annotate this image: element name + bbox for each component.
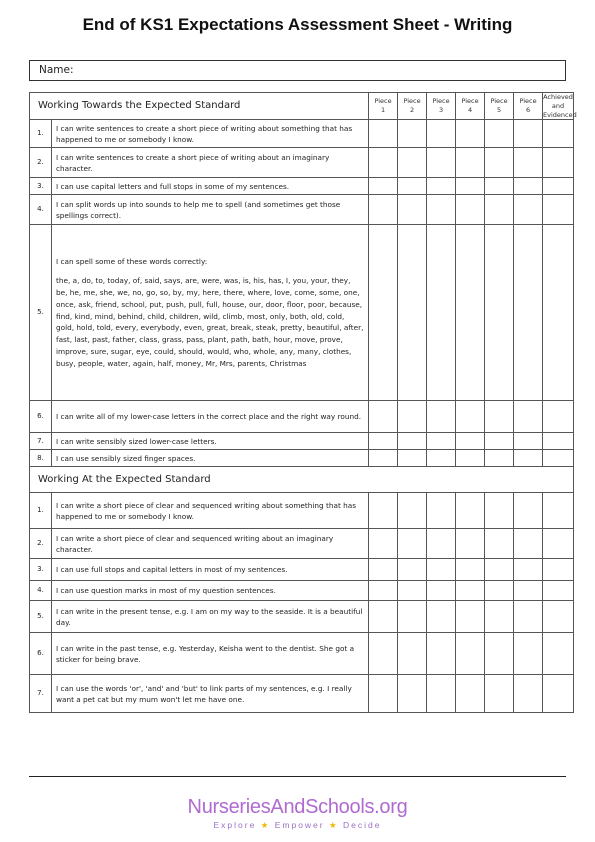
piece-check-cell[interactable] — [398, 148, 427, 178]
piece-check-cell[interactable] — [369, 675, 398, 713]
piece-number: 2 — [409, 106, 415, 115]
piece-check-cell[interactable] — [369, 633, 398, 675]
criterion-text-cell — [52, 581, 369, 601]
achieved-line-1: Achieved and — [543, 93, 573, 110]
criterion-row — [30, 581, 574, 601]
piece-check-cell[interactable] — [456, 601, 485, 633]
criterion-row — [30, 401, 574, 433]
piece-check-cell[interactable] — [485, 493, 514, 529]
assessment-table — [29, 92, 577, 713]
criterion-text-cell — [52, 401, 369, 433]
criterion-text-cell — [52, 178, 369, 195]
achieved-check-cell[interactable] — [543, 195, 574, 225]
piece-check-cell[interactable] — [427, 633, 456, 675]
piece-check-cell[interactable] — [514, 529, 543, 559]
piece-check-cell[interactable] — [456, 120, 485, 148]
criterion-row — [30, 633, 574, 675]
criterion-text: I can use question marks in most of my question sentences. — [56, 586, 276, 596]
piece-check-cell[interactable] — [485, 559, 514, 581]
piece-check-cell[interactable] — [456, 195, 485, 225]
piece-check-cell[interactable] — [514, 601, 543, 633]
piece-check-cell[interactable] — [369, 559, 398, 581]
criterion-text-cell — [52, 493, 369, 529]
criterion-text-cell — [52, 601, 369, 633]
piece-check-cell[interactable] — [398, 225, 427, 401]
piece-check-cell[interactable] — [427, 195, 456, 225]
achieved-check-cell[interactable] — [543, 225, 574, 401]
criterion-row — [30, 450, 574, 467]
piece-check-cell[interactable] — [427, 581, 456, 601]
criterion-text: I can split words up into sounds to help me to spell (and sometimes get those spellings correct). — [56, 199, 341, 220]
name-label: Name: — [39, 64, 74, 76]
piece-check-cell[interactable] — [456, 529, 485, 559]
piece-check-cell[interactable] — [427, 401, 456, 433]
name-field[interactable] — [29, 60, 566, 81]
piece-check-cell[interactable] — [514, 581, 543, 601]
criterion-row — [30, 225, 574, 401]
footer-divider — [29, 776, 566, 777]
piece-check-cell[interactable] — [456, 675, 485, 713]
criterion-row — [30, 148, 574, 178]
piece-check-cell[interactable] — [427, 559, 456, 581]
criterion-row — [30, 178, 574, 195]
piece-check-cell[interactable] — [456, 559, 485, 581]
piece-number: 6 — [525, 106, 531, 115]
criterion-number: 3. — [30, 178, 52, 195]
criterion-text-cell — [52, 450, 369, 467]
criterion-text: I can use sensibly sized finger spaces. — [56, 453, 196, 463]
piece-number: 1 — [380, 106, 386, 115]
piece-check-cell[interactable] — [398, 401, 427, 433]
achieved-check-cell[interactable] — [543, 433, 574, 450]
piece-check-cell[interactable] — [456, 148, 485, 178]
piece-check-cell[interactable] — [369, 433, 398, 450]
piece-check-cell[interactable] — [369, 493, 398, 529]
piece-check-cell[interactable] — [485, 195, 514, 225]
piece-check-cell[interactable] — [427, 450, 456, 467]
piece-check-cell[interactable] — [514, 225, 543, 401]
piece-label: Piece — [490, 97, 508, 106]
piece-check-cell[interactable] — [514, 120, 543, 148]
piece-check-cell[interactable] — [485, 529, 514, 559]
achieved-check-cell[interactable] — [543, 178, 574, 195]
piece-check-cell[interactable] — [485, 581, 514, 601]
criterion-number: 7. — [30, 675, 52, 713]
achieved-header — [543, 93, 577, 120]
criterion-row — [30, 559, 574, 581]
tagline-word: Explore — [213, 820, 257, 830]
piece-check-cell[interactable] — [514, 559, 543, 581]
piece-check-cell[interactable] — [369, 120, 398, 148]
piece-header — [398, 93, 427, 120]
piece-check-cell[interactable] — [398, 195, 427, 225]
piece-check-cell[interactable] — [485, 148, 514, 178]
piece-number: 4 — [467, 106, 473, 115]
spelling-word-list: the, a, do, to, today, of, said, says, are, were, was, is, his, has, I, you, your, they, be, he, me, she, we, no, go, so, by, my, here, there, where, love, come, some, one, once, ask, friend, school, put, push, pull, full, house, our, door, floor, poor, because, find, kind, mind, behind, child, children, wild, climb, most, only, both, old, cold, gold, hold, told, every, everybody, even, great, break, steak, pretty, beautiful, after, fast, last, past, father, class, grass, pass, plant, path, bath, hour, move, prove, improve, sure, sugar, eye, could, should, would, who, whole, any, many, clothes, busy, people, water, again, half, money, Mr, Mrs, parents, Christmas — [56, 276, 364, 368]
piece-check-cell[interactable] — [398, 633, 427, 675]
piece-check-cell[interactable] — [369, 195, 398, 225]
achieved-line-2: Evidenced — [543, 110, 577, 119]
achieved-check-cell[interactable] — [543, 633, 574, 675]
criterion-number: 5. — [30, 601, 52, 633]
criterion-text: I can write all of my lower-case letters in the correct place and the right way round. — [56, 412, 362, 422]
criterion-row — [30, 493, 574, 529]
piece-check-cell[interactable] — [369, 401, 398, 433]
piece-check-cell[interactable] — [398, 581, 427, 601]
piece-check-cell[interactable] — [456, 401, 485, 433]
criterion-text: I can use capital letters and full stops in some of my sentences. — [56, 181, 290, 191]
achieved-check-cell[interactable] — [543, 401, 574, 433]
piece-check-cell[interactable] — [514, 675, 543, 713]
brand-tagline — [0, 820, 595, 831]
piece-header — [514, 93, 543, 120]
piece-header — [369, 93, 398, 120]
piece-check-cell[interactable] — [398, 601, 427, 633]
piece-check-cell[interactable] — [514, 148, 543, 178]
star-icon: ★ — [329, 820, 339, 830]
section-header-row — [30, 93, 574, 120]
criterion-text: I can write in the present tense, e.g. I am on my way to the seaside. It is a beautiful day. — [56, 606, 363, 627]
criterion-text: I can write a short piece of clear and sequenced writing about something that has happened to me or somebody I know. — [56, 500, 357, 521]
criterion-text-cell — [52, 120, 369, 148]
criterion-number: 8. — [30, 450, 52, 467]
criterion-text: I can spell some of these words correctly: — [56, 256, 208, 266]
criterion-text: I can write sentences to create a short piece of writing about something that has happened to me or somebody I know. — [56, 123, 353, 144]
criterion-text-cell — [52, 433, 369, 450]
criterion-number: 1. — [30, 120, 52, 148]
piece-check-cell[interactable] — [369, 601, 398, 633]
achieved-check-cell[interactable] — [543, 581, 574, 601]
piece-check-cell[interactable] — [369, 225, 398, 401]
criterion-number: 5. — [30, 225, 52, 401]
achieved-check-cell[interactable] — [543, 601, 574, 633]
criterion-number: 6. — [30, 633, 52, 675]
piece-check-cell[interactable] — [427, 120, 456, 148]
piece-check-cell[interactable] — [398, 433, 427, 450]
piece-check-cell[interactable] — [427, 601, 456, 633]
piece-check-cell[interactable] — [456, 450, 485, 467]
criterion-row — [30, 120, 574, 148]
piece-check-cell[interactable] — [485, 120, 514, 148]
criterion-number: 2. — [30, 529, 52, 559]
section-heading: Working At the Expected Standard — [30, 467, 574, 493]
criterion-number: 3. — [30, 559, 52, 581]
criterion-number: 7. — [30, 433, 52, 450]
achieved-check-cell[interactable] — [543, 559, 574, 581]
criterion-row — [30, 601, 574, 633]
criterion-number: 4. — [30, 195, 52, 225]
achieved-check-cell[interactable] — [543, 148, 574, 178]
criterion-text: I can use the words 'or', 'and' and 'but' to link parts of my sentences, e.g. I really want a pet cat but my mum won't let me have one. — [56, 683, 352, 704]
criterion-text-cell — [52, 675, 369, 713]
piece-check-cell[interactable] — [485, 450, 514, 467]
piece-check-cell[interactable] — [485, 225, 514, 401]
piece-check-cell[interactable] — [514, 633, 543, 675]
piece-check-cell[interactable] — [398, 450, 427, 467]
section-header-row — [30, 467, 574, 493]
piece-check-cell[interactable] — [369, 529, 398, 559]
piece-check-cell[interactable] — [369, 581, 398, 601]
piece-check-cell[interactable] — [427, 225, 456, 401]
piece-label: Piece — [461, 97, 479, 106]
piece-check-cell[interactable] — [485, 601, 514, 633]
tagline-word: Decide — [343, 820, 382, 830]
piece-number: 3 — [438, 106, 444, 115]
criterion-text: I can write sensibly sized lower-case letters. — [56, 436, 217, 446]
piece-check-cell[interactable] — [398, 493, 427, 529]
criterion-text: I can use full stops and capital letters in most of my sentences. — [56, 565, 288, 575]
piece-check-cell[interactable] — [485, 633, 514, 675]
piece-label: Piece — [374, 97, 392, 106]
piece-check-cell[interactable] — [514, 433, 543, 450]
piece-check-cell[interactable] — [398, 559, 427, 581]
brand-logo — [0, 796, 595, 831]
piece-check-cell[interactable] — [514, 178, 543, 195]
piece-check-cell[interactable] — [427, 529, 456, 559]
criterion-text: I can write in the past tense, e.g. Yesterday, Keisha went to the dentist. She got a sticker for being brave. — [56, 643, 355, 664]
piece-check-cell[interactable] — [456, 493, 485, 529]
achieved-check-cell[interactable] — [543, 675, 574, 713]
achieved-check-cell[interactable] — [543, 450, 574, 467]
piece-check-cell[interactable] — [514, 195, 543, 225]
brand-name: NurseriesAndSchools.org — [187, 796, 408, 818]
criterion-number: 4. — [30, 581, 52, 601]
piece-check-cell[interactable] — [485, 675, 514, 713]
criterion-number: 1. — [30, 493, 52, 529]
criterion-text-cell — [52, 148, 369, 178]
criterion-number: 2. — [30, 148, 52, 178]
piece-check-cell[interactable] — [369, 450, 398, 467]
achieved-check-cell[interactable] — [543, 120, 574, 148]
criterion-row — [30, 433, 574, 450]
criterion-text-cell — [52, 225, 369, 401]
criterion-row — [30, 675, 574, 713]
tagline-word: Empower — [274, 820, 325, 830]
piece-check-cell[interactable] — [485, 401, 514, 433]
piece-check-cell[interactable] — [456, 581, 485, 601]
piece-check-cell[interactable] — [456, 633, 485, 675]
criterion-number: 6. — [30, 401, 52, 433]
criterion-row — [30, 529, 574, 559]
piece-check-cell[interactable] — [427, 148, 456, 178]
piece-check-cell[interactable] — [398, 529, 427, 559]
piece-header — [427, 93, 456, 120]
piece-check-cell[interactable] — [456, 225, 485, 401]
piece-check-cell[interactable] — [456, 433, 485, 450]
piece-header — [485, 93, 514, 120]
section-heading: Working Towards the Expected Standard — [30, 93, 369, 120]
piece-check-cell[interactable] — [427, 178, 456, 195]
piece-check-cell[interactable] — [456, 178, 485, 195]
piece-label: Piece — [432, 97, 450, 106]
piece-check-cell[interactable] — [427, 675, 456, 713]
piece-check-cell[interactable] — [398, 178, 427, 195]
piece-check-cell[interactable] — [514, 493, 543, 529]
piece-check-cell[interactable] — [369, 178, 398, 195]
piece-check-cell[interactable] — [427, 493, 456, 529]
piece-check-cell[interactable] — [427, 433, 456, 450]
piece-label: Piece — [403, 97, 421, 106]
piece-check-cell[interactable] — [485, 178, 514, 195]
achieved-check-cell[interactable] — [543, 529, 574, 559]
piece-check-cell[interactable] — [514, 401, 543, 433]
piece-header — [456, 93, 485, 120]
piece-number: 5 — [496, 106, 502, 115]
criterion-text-cell — [52, 559, 369, 581]
piece-label: Piece — [519, 97, 537, 106]
page-title: End of KS1 Expectations Assessment Sheet - Writing — [82, 15, 513, 34]
achieved-check-cell[interactable] — [543, 493, 574, 529]
criterion-text-cell — [52, 633, 369, 675]
criterion-text-cell — [52, 529, 369, 559]
piece-check-cell[interactable] — [514, 450, 543, 467]
criterion-text: I can write sentences to create a short piece of writing about an imaginary character. — [56, 152, 330, 173]
criterion-text: I can write a short piece of clear and sequenced writing about an imaginary character. — [56, 533, 334, 554]
piece-check-cell[interactable] — [398, 675, 427, 713]
piece-check-cell[interactable] — [485, 433, 514, 450]
star-icon: ★ — [260, 820, 271, 830]
criterion-row — [30, 195, 574, 225]
piece-check-cell[interactable] — [398, 120, 427, 148]
criterion-text-cell — [52, 195, 369, 225]
piece-check-cell[interactable] — [369, 148, 398, 178]
